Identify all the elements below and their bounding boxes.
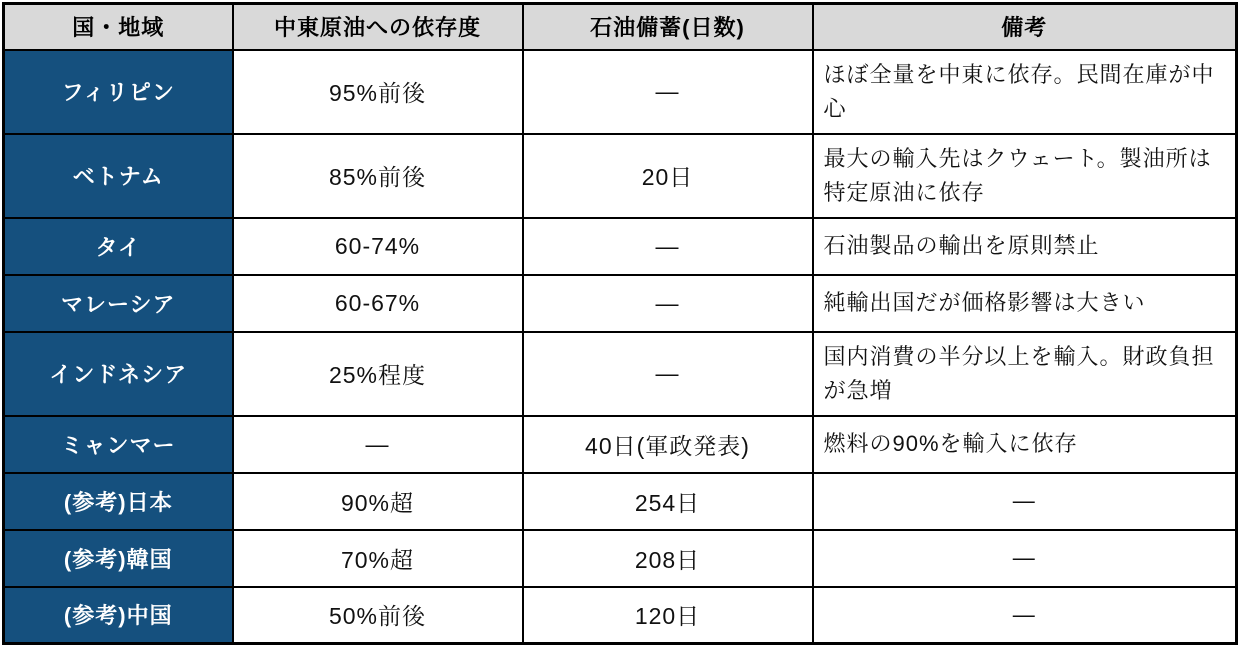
dependence-cell: 60-67%: [233, 275, 523, 332]
table-body: [4, 50, 1237, 644]
table-row: [4, 530, 1237, 587]
dependence-cell: 90%超: [233, 473, 523, 530]
country-cell: (参考)韓国: [4, 530, 233, 587]
country-cell: (参考)日本: [4, 473, 233, 530]
reserve-cell: 20日: [523, 134, 813, 218]
table-row: [4, 275, 1237, 332]
remark-cell: —: [813, 530, 1237, 587]
column-header-remark: 備考: [813, 4, 1237, 50]
remark-cell: —: [813, 473, 1237, 530]
dependence-cell: 25%程度: [233, 332, 523, 416]
reserve-cell: 120日: [523, 587, 813, 644]
country-cell: タイ: [4, 218, 233, 275]
country-cell: インドネシア: [4, 332, 233, 416]
remark-cell: 国内消費の半分以上を輸入。財政負担が急増: [813, 332, 1237, 416]
remark-cell: 最大の輸入先はクウェート。製油所は特定原油に依存: [813, 134, 1237, 218]
table-row: [4, 473, 1237, 530]
country-cell: (参考)中国: [4, 587, 233, 644]
dependence-cell: 70%超: [233, 530, 523, 587]
reserve-cell: —: [523, 275, 813, 332]
remark-cell: ほぼ全量を中東に依存。民間在庫が中心: [813, 50, 1237, 134]
column-header-dependence: 中東原油への依存度: [233, 4, 523, 50]
reserve-cell: —: [523, 50, 813, 134]
dependence-cell: —: [233, 416, 523, 473]
reserve-cell: 208日: [523, 530, 813, 587]
dependence-cell: 85%前後: [233, 134, 523, 218]
column-header-reserve: 石油備蓄(日数): [523, 4, 813, 50]
country-cell: ミャンマー: [4, 416, 233, 473]
table-row: [4, 416, 1237, 473]
table-row: [4, 134, 1237, 218]
table-row: [4, 218, 1237, 275]
remark-cell: —: [813, 587, 1237, 644]
reserve-cell: 40日(軍政発表): [523, 416, 813, 473]
oil-dependence-table: [2, 2, 1238, 645]
table-row: [4, 587, 1237, 644]
dependence-cell: 50%前後: [233, 587, 523, 644]
remark-cell: 石油製品の輸出を原則禁止: [813, 218, 1237, 275]
column-header-country: 国・地域: [4, 4, 233, 50]
header-row: [4, 4, 1237, 50]
reserve-cell: —: [523, 332, 813, 416]
remark-cell: 燃料の90%を輸入に依存: [813, 416, 1237, 473]
dependence-cell: 95%前後: [233, 50, 523, 134]
country-cell: フィリピン: [4, 50, 233, 134]
country-cell: マレーシア: [4, 275, 233, 332]
table-row: [4, 332, 1237, 416]
reserve-cell: —: [523, 218, 813, 275]
reserve-cell: 254日: [523, 473, 813, 530]
remark-cell: 純輸出国だが価格影響は大きい: [813, 275, 1237, 332]
country-cell: ベトナム: [4, 134, 233, 218]
table-row: [4, 50, 1237, 134]
dependence-cell: 60-74%: [233, 218, 523, 275]
